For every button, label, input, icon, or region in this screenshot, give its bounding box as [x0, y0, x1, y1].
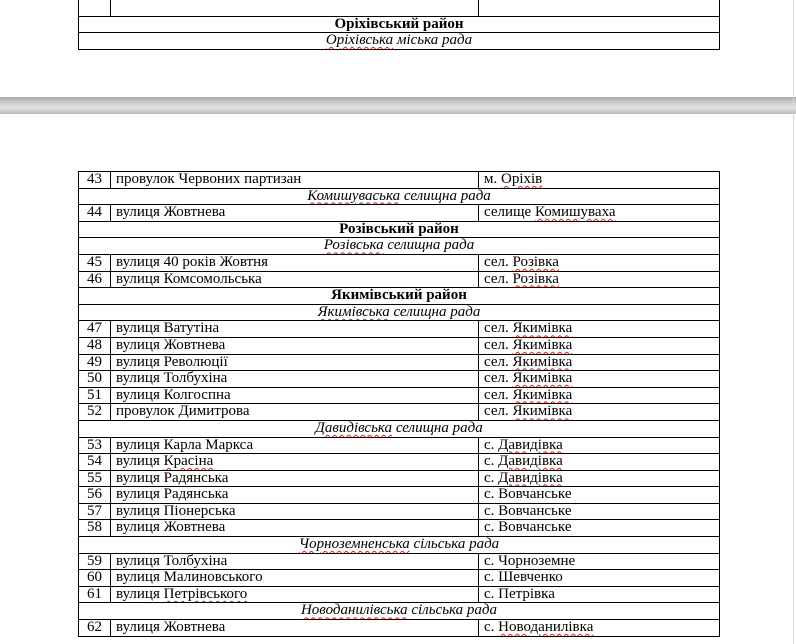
table-row — [79, 371, 720, 388]
settlement-name — [479, 586, 720, 603]
council-row — [79, 537, 720, 554]
window-edge — [793, 0, 794, 644]
settlement-name — [479, 321, 720, 338]
text-run: вулиця Жовтнева — [116, 519, 226, 536]
row-number: 43 — [79, 172, 111, 189]
row-number: 52 — [79, 404, 111, 421]
row-number: 59 — [79, 553, 111, 570]
table-row — [79, 0, 720, 16]
text-run: вулиця Піонерська — [116, 503, 236, 519]
street-name — [111, 387, 479, 404]
settlement-name — [479, 570, 720, 587]
district-row — [79, 288, 720, 305]
council-row — [79, 238, 720, 255]
council-heading — [79, 33, 720, 50]
council-row — [79, 420, 720, 437]
text-run: вулиця Малиновського — [116, 569, 263, 586]
text-run: с. Чорноземне — [484, 553, 576, 569]
table-row — [79, 354, 720, 371]
text-run: сільська рада — [407, 602, 498, 619]
text-run: с. Вовчанське — [484, 503, 572, 519]
text-run: провулок Червоних партизан — [116, 171, 302, 187]
table-row — [79, 620, 720, 637]
text-run: вулиця Жовтнева — [116, 204, 226, 221]
street-name — [111, 321, 479, 338]
council-heading — [79, 238, 720, 255]
text-run: вулиця Ватутіна — [116, 320, 220, 337]
street-name — [111, 371, 479, 388]
spellcheck-flagged-word: Оріхівська — [325, 32, 394, 49]
spellcheck-flagged-word: Розівка — [512, 271, 559, 287]
district-row — [79, 221, 720, 238]
spellcheck-flagged-word: Давидівка — [498, 437, 563, 453]
settlement-name — [479, 271, 720, 288]
table-row — [79, 470, 720, 487]
street-name — [111, 337, 479, 354]
spellcheck-flagged-word: Давидівка — [498, 470, 563, 486]
row-number: 60 — [79, 570, 111, 587]
text-run: селищна рада — [383, 237, 475, 254]
text-run: селище — [484, 204, 535, 221]
council-heading — [79, 304, 720, 321]
page-separator — [0, 97, 796, 114]
table-row — [79, 570, 720, 587]
row-number: 58 — [79, 520, 111, 537]
spellcheck-flagged-word: Розівська — [323, 237, 384, 254]
table-cell — [479, 0, 720, 16]
settlement-name — [479, 387, 720, 404]
spellcheck-flagged-word: Якимівка — [512, 387, 573, 403]
district-heading — [79, 288, 720, 305]
spellcheck-flagged-word: Красіна — [163, 453, 214, 470]
council-heading — [79, 537, 720, 554]
text-run: провулок Димитрова — [116, 403, 250, 420]
street-name — [111, 437, 479, 454]
settlement-name — [479, 205, 720, 222]
text-run: сел. — [484, 271, 513, 287]
text-run: вулиця Комсомольська — [116, 271, 262, 287]
text-run: вулиця Жовтнева — [116, 619, 226, 636]
text-run: вулиця Колгоспна — [116, 387, 231, 403]
spellcheck-flagged-word: Чорноземненська — [298, 536, 410, 553]
table-row — [79, 454, 720, 471]
text-run: Розівський район — [339, 221, 459, 237]
spellcheck-flagged-word: Новоданилівська — [300, 602, 408, 619]
spellcheck-flagged-word: Комишуваська — [307, 188, 401, 204]
street-name — [111, 254, 479, 271]
row-number: 55 — [79, 470, 111, 487]
council-heading — [79, 603, 720, 620]
document-page-2 — [0, 114, 796, 644]
table-row — [79, 520, 720, 537]
table-row — [79, 254, 720, 271]
district-heading — [79, 221, 720, 238]
settlement-name — [479, 172, 720, 189]
council-heading — [79, 188, 720, 205]
table-row — [79, 437, 720, 454]
text-run: сел. — [484, 337, 513, 353]
settlement-name — [479, 487, 720, 504]
district-row — [79, 16, 720, 33]
table-row — [79, 553, 720, 570]
spellcheck-flagged-word: Петрівського — [163, 586, 248, 602]
table-row — [79, 271, 720, 288]
street-name — [111, 586, 479, 603]
text-run: вулиця — [116, 453, 164, 470]
council-row — [79, 304, 720, 321]
spellcheck-flagged-word: Давидівська — [315, 420, 393, 436]
street-name — [111, 172, 479, 189]
text-run: міська рада — [393, 32, 473, 49]
text-run: с. Вовчанське — [484, 486, 572, 503]
settlement-name — [479, 337, 720, 354]
table-row — [79, 586, 720, 603]
council-row — [79, 188, 720, 205]
text-run: селищна рада — [389, 304, 481, 320]
table-row — [79, 387, 720, 404]
streets-table-page-1 — [78, 0, 720, 50]
spellcheck-flagged-word: Давидівка — [498, 453, 563, 470]
row-number: 61 — [79, 586, 111, 603]
text-run: м. — [484, 171, 501, 187]
text-run: сел. — [484, 354, 513, 370]
settlement-name — [479, 354, 720, 371]
spellcheck-flagged-word: Якимівка — [512, 337, 573, 353]
street-name — [111, 354, 479, 371]
text-run: вулиця 40 років Жовтня — [116, 254, 269, 270]
text-run: вулиця Революції — [116, 354, 228, 370]
settlement-name — [479, 553, 720, 570]
table-row — [79, 404, 720, 421]
row-number: 57 — [79, 503, 111, 520]
settlement-name — [479, 520, 720, 537]
row-number: 51 — [79, 387, 111, 404]
text-run: вулиця Радянська — [116, 486, 229, 503]
text-run: с. Вовчанське — [484, 519, 572, 536]
row-number: 54 — [79, 454, 111, 471]
row-number: 50 — [79, 371, 111, 388]
text-run: вулиця Карла Маркса — [116, 437, 254, 453]
row-number: 62 — [79, 620, 111, 637]
text-run: с. — [484, 437, 499, 453]
row-number: 46 — [79, 271, 111, 288]
table-row — [79, 205, 720, 222]
text-run: сел. — [484, 387, 513, 403]
council-row — [79, 33, 720, 50]
text-run: селищна рада — [392, 420, 483, 436]
row-number: 48 — [79, 337, 111, 354]
table-row — [79, 503, 720, 520]
street-name — [111, 271, 479, 288]
settlement-name — [479, 404, 720, 421]
street-name — [111, 520, 479, 537]
text-run: вулиця Радянська — [116, 470, 229, 486]
settlement-name — [479, 371, 720, 388]
table-row — [79, 487, 720, 504]
spellcheck-flagged-word: Комишуваха — [534, 204, 616, 221]
settlement-name — [479, 620, 720, 637]
row-number: 53 — [79, 437, 111, 454]
spellcheck-flagged-word: Якимівка — [512, 370, 573, 387]
spellcheck-flagged-word: Оріхів — [501, 171, 543, 187]
spellcheck-flagged-word: Якимівка — [512, 320, 573, 337]
text-run: сел. — [484, 370, 513, 387]
street-name — [111, 454, 479, 471]
street-name — [111, 404, 479, 421]
text-run: вулиця Толбухіна — [116, 370, 228, 387]
street-name — [111, 487, 479, 504]
spellcheck-flagged-word: Розівка — [512, 254, 559, 270]
text-run: сел. — [484, 254, 513, 270]
streets-table-page-2 — [78, 171, 720, 637]
row-number: 47 — [79, 321, 111, 338]
settlement-name — [479, 454, 720, 471]
table-row — [79, 337, 720, 354]
text-run: вулиця Жовтнева — [116, 337, 226, 353]
text-run: сільська рада — [409, 536, 500, 553]
text-run: с. — [484, 470, 499, 486]
text-run: с. Петрівка — [484, 586, 555, 602]
settlement-name — [479, 437, 720, 454]
document-page-1 — [0, 0, 796, 97]
table-row — [79, 172, 720, 189]
table-cell — [79, 0, 111, 16]
council-row — [79, 603, 720, 620]
spellcheck-flagged-word: Якимівка — [512, 354, 573, 370]
street-name — [111, 470, 479, 487]
row-number: 49 — [79, 354, 111, 371]
council-heading — [79, 420, 720, 437]
table-row — [79, 321, 720, 338]
text-run: с. Шевченко — [484, 569, 563, 586]
text-run: сел. — [484, 320, 513, 337]
street-name — [111, 620, 479, 637]
row-number: 56 — [79, 487, 111, 504]
settlement-name — [479, 503, 720, 520]
spellcheck-flagged-word: Новоданилівка — [498, 619, 594, 636]
spellcheck-flagged-word: Якимівська — [317, 304, 390, 320]
text-run: сел. — [484, 403, 513, 420]
text-run: вулиця — [116, 586, 164, 602]
text-run: с. — [484, 619, 499, 636]
text-run: Якимівський район — [331, 287, 467, 304]
settlement-name — [479, 254, 720, 271]
text-run: селищна рада — [400, 188, 491, 204]
row-number: 44 — [79, 205, 111, 222]
text-run: вулиця Толбухіна — [116, 553, 228, 569]
settlement-name — [479, 470, 720, 487]
table-cell — [111, 0, 479, 16]
street-name — [111, 503, 479, 520]
row-number: 45 — [79, 254, 111, 271]
district-heading: Оріхівський район — [79, 16, 720, 33]
text-run: с. — [484, 453, 499, 470]
street-name — [111, 205, 479, 222]
street-name — [111, 553, 479, 570]
spellcheck-flagged-word: Якимівка — [512, 403, 573, 420]
street-name — [111, 570, 479, 587]
